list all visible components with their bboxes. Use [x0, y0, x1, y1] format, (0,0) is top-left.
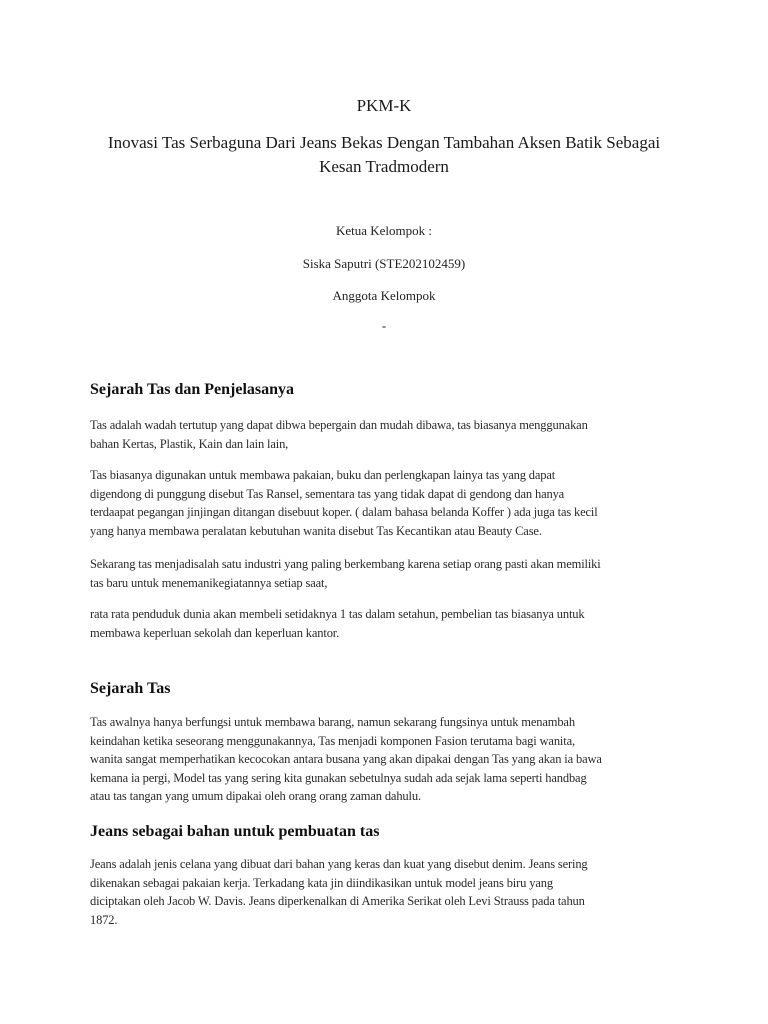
paragraph-line: rata rata penduduk dunia akan membeli setidaknya 1 tas dalam setahun, pembelian tas biasanya untuk	[90, 607, 585, 621]
subtitle-line-1: Inovasi Tas Serbaguna Dari Jeans Bekas Dengan Tambahan Aksen Batik Sebagai	[107, 133, 661, 152]
paragraph-line: kemana ia pergi, Model tas yang sering kita gunakan sebetulnya sudah ada sejak lama seperti handbag	[90, 770, 587, 785]
section-heading-history-explanation: Sejarah Tas dan Penjelasanya	[90, 381, 295, 398]
paragraph	[90, 416, 695, 453]
paragraph-line: atau tas tangan yang umum dipakai oleh orang orang zaman dahulu.	[90, 789, 421, 803]
section-heading-jeans: Jeans sebagai bahan untuk pembuatan tas	[90, 823, 380, 840]
paragraph	[90, 855, 695, 929]
paragraph-line: Tas biasanya digunakan untuk membawa pakaian, buku dan perlengkapan lainya tas yang dapat	[90, 468, 556, 482]
paragraph-line: wanita sangat memperhatikan kecocokan antara busana yang akan dipakai dengan Tas yang akan ia bawa	[90, 752, 602, 766]
paragraph-line: diciptakan oleh Jacob W. Davis. Jeans diperkenalkan di Amerika Serikat oleh Levi Strauss pada tahun	[90, 894, 585, 908]
team-members-label: Anggota Kelompok	[332, 288, 436, 303]
document-subtitle	[84, 131, 684, 179]
paragraph-line: yang hanya membawa peralatan kebutuhan wanita disebut Tas Kecantikan atau Beauty Case.	[90, 523, 542, 538]
subtitle-line-2: Kesan Tradmodern	[319, 157, 449, 176]
document-title: PKM-K	[356, 96, 412, 115]
paragraph-line: membawa keperluan sekolah dan keperluan kantor.	[90, 625, 340, 640]
paragraph-line: Sekarang tas menjadisalah satu industri yang paling berkembang karena setiap orang pasti akan memiliki	[90, 557, 601, 571]
paragraph-line: Jeans adalah jenis celana yang dibuat dari bahan yang keras dan kuat yang disebut denim. Jeans sering	[90, 857, 588, 871]
section-heading-history: Sejarah Tas	[90, 680, 171, 697]
paragraph	[90, 605, 695, 642]
paragraph	[90, 713, 695, 806]
paragraph-line: dikenakan sebagai pakaian kerja. Terkadang kata jin diindikasikan untuk model jeans biru yang	[90, 875, 553, 890]
paragraph-line: 1872.	[90, 912, 118, 927]
team-leader-name: Siska Saputri (STE202102459)	[302, 256, 466, 271]
paragraph-line: digendong di punggung disebut Tas Ransel, sementara tas yang tidak dapat di gendong dan hanya	[90, 486, 565, 501]
paragraph-line: keindahan ketika seseorang menggunakannya, Tas menjadi komponen Fasion terutama bagi wanita,	[90, 733, 575, 748]
team-leader-label: Ketua Kelompok :	[335, 223, 433, 238]
paragraph-line: bahan Kertas, Plastik, Kain dan lain lain,	[90, 436, 289, 451]
paragraph-line: Tas awalnya hanya berfungsi untuk membawa barang, namun sekarang fungsinya untuk menambah	[90, 715, 575, 729]
paragraph-line: terdaapat pegangan jinjingan ditangan disebuut koper. ( dalam bahasa belanda Koffer ) ada juga tas kecil	[90, 505, 598, 519]
paragraph	[90, 466, 695, 540]
team-members-value: -	[381, 318, 387, 333]
paragraph	[90, 555, 695, 592]
paragraph-line: tas baru untuk menemanikegiatannya setiap saat,	[90, 575, 328, 590]
paragraph-line: Tas adalah wadah tertutup yang dapat dibwa bepergain dan mudah dibawa, tas biasanya menggunakan	[90, 418, 588, 432]
